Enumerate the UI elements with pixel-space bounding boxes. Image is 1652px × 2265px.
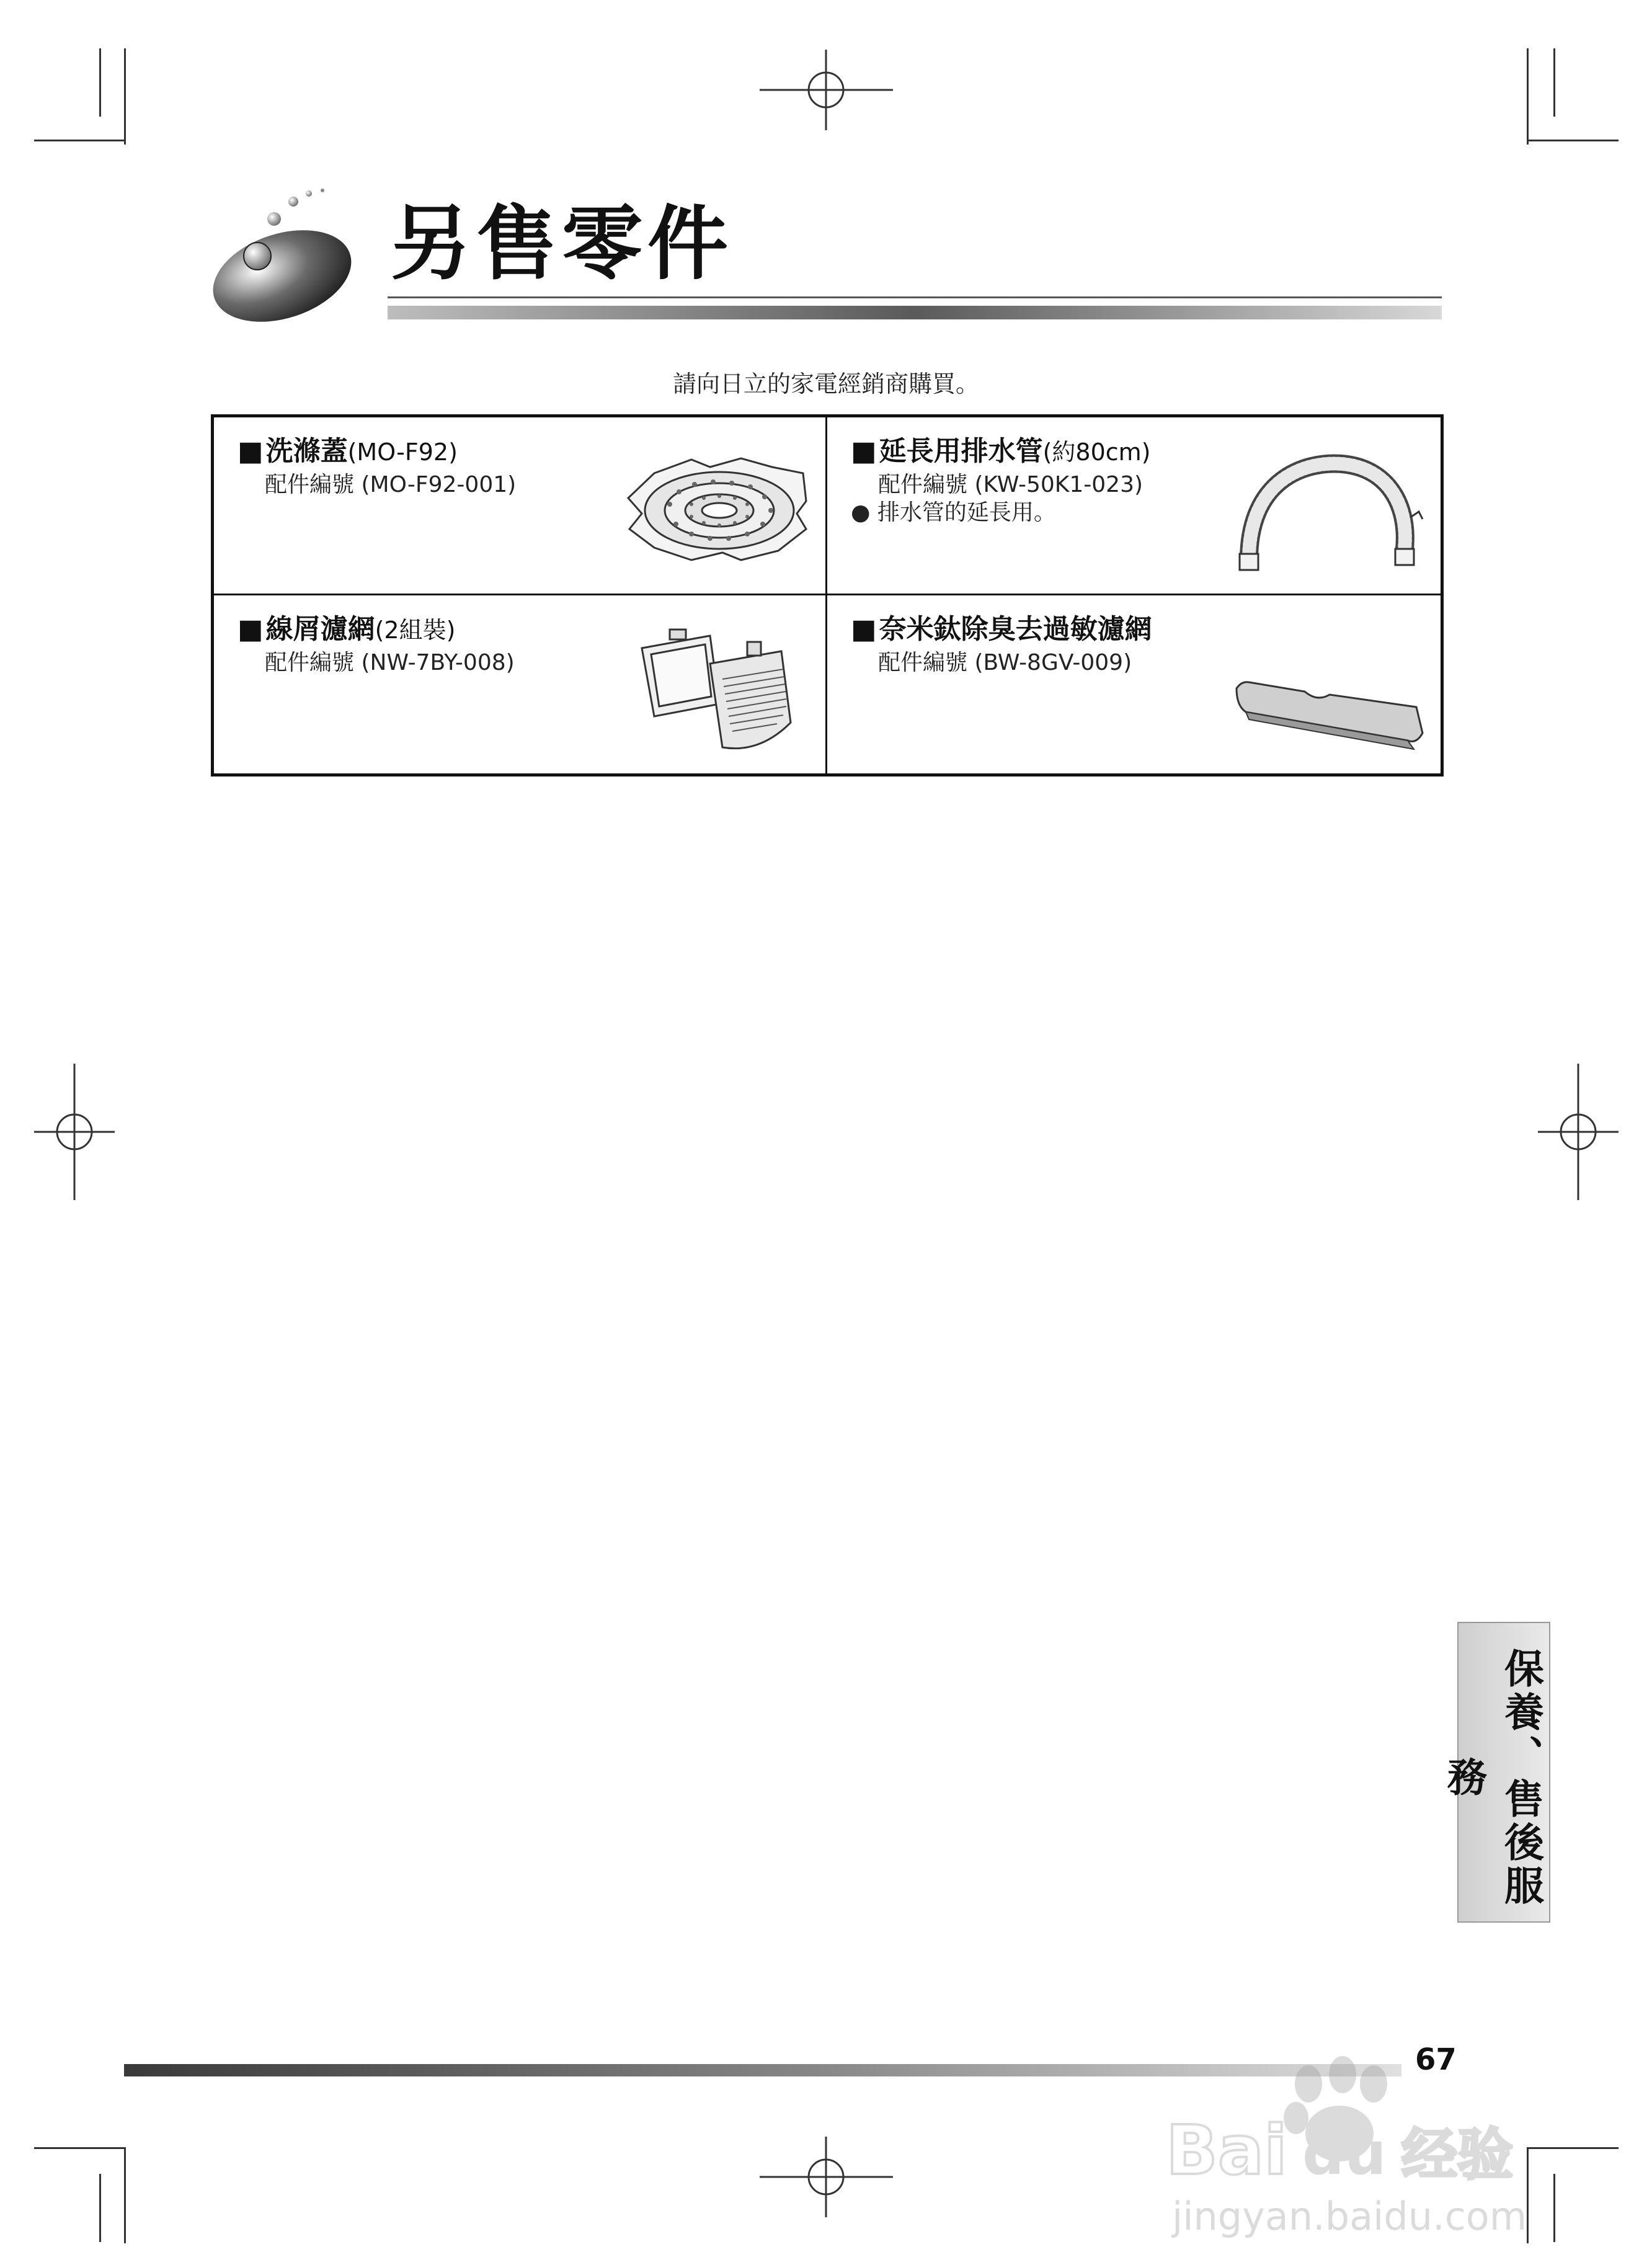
part-title: ■線屑濾網(2組裝) (238, 613, 456, 645)
parts-table (211, 414, 1444, 777)
part-cell-deodorizing-filter (827, 595, 1441, 773)
title-rule (388, 296, 1442, 298)
part-note: ● 排水管的延長用。 (851, 500, 1056, 525)
pulsator-cover-icon (617, 442, 822, 572)
part-number: 配件編號 (MO-F92-001) (265, 472, 517, 497)
drain-hose-icon (1230, 442, 1429, 579)
page-title: 另售零件 (391, 197, 734, 291)
svg-text:du: du (1302, 2120, 1387, 2188)
part-number: 配件編號 (BW-8GV-009) (878, 650, 1132, 675)
page-number: 67 (1415, 2042, 1457, 2077)
svg-text:Bai: Bai (1166, 2111, 1287, 2190)
part-number: 配件編號 (KW-50K1-023) (878, 472, 1144, 497)
section-tab-label: 保養、售後服務 (1441, 1647, 1543, 1908)
part-cell-pulsator-cover (214, 417, 827, 595)
title-gradient-rule (388, 306, 1442, 319)
part-title: ■奈米鈦除臭去過敏濾網 (851, 613, 1152, 645)
section-tab (1441, 1622, 1550, 1923)
baidu-watermark-logo (1153, 2040, 1563, 2245)
part-cell-drain-hose (827, 417, 1441, 595)
intro-text: 請向日立的家電經銷商購買。 (672, 370, 979, 398)
lint-filter-icon (636, 623, 803, 760)
part-title: ■延長用排水管(約80cm) (851, 435, 1151, 467)
part-cell-lint-filter (214, 595, 827, 773)
svg-text:jingyan.baidu.com: jingyan.baidu.com (1172, 2194, 1527, 2239)
title-logo-icon (205, 183, 372, 326)
deodorizing-filter-icon (1230, 664, 1435, 757)
part-number: 配件編號 (NW-7BY-008) (265, 650, 515, 675)
part-title: ■洗滌蓋(MO-F92) (238, 435, 458, 467)
svg-text:经验: 经验 (1401, 2122, 1513, 2187)
